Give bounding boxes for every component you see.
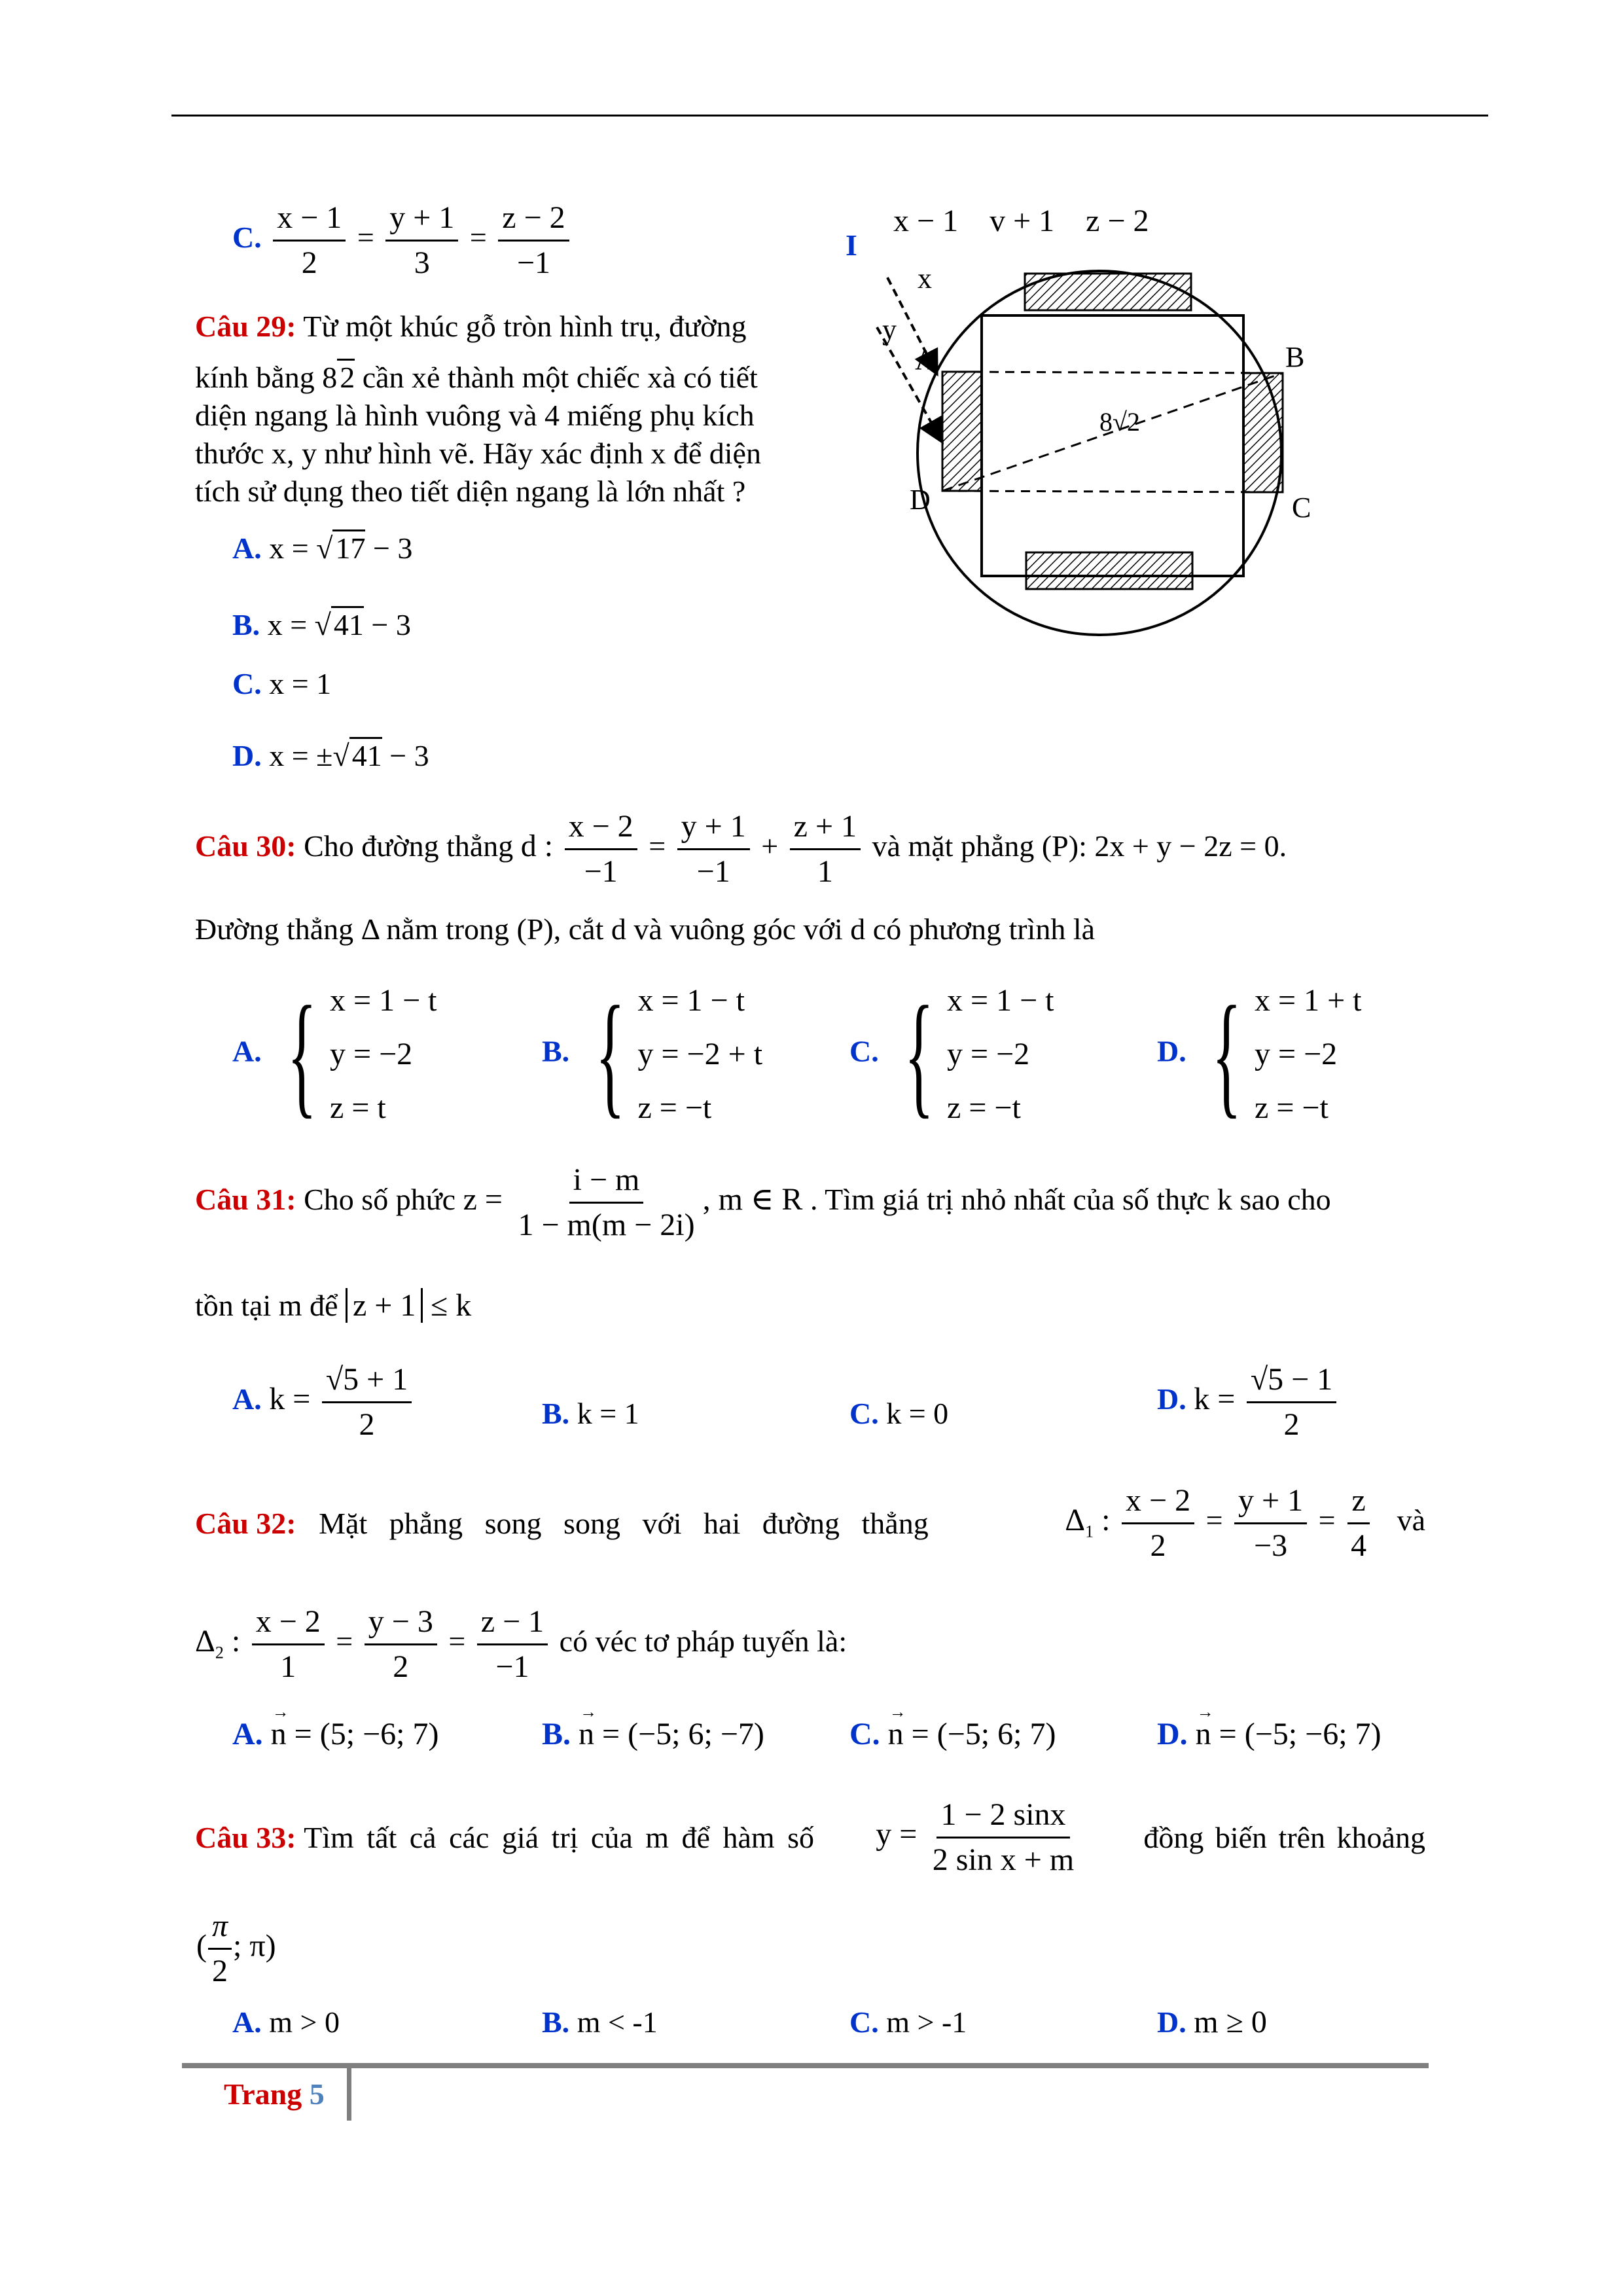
q32-option-a: A. → n = (5; −6; 7)	[232, 1715, 438, 1754]
fraction: $\frac{x - 1}{2}$	[273, 196, 346, 285]
question-label: Câu 30:	[195, 829, 296, 863]
fraction: $\frac{z + 1}{1}$	[790, 805, 861, 893]
q29-option-b: B. x = √41 − 3	[232, 605, 411, 645]
header-rule	[171, 115, 1488, 117]
page-number: Trang 5	[224, 2077, 325, 2111]
hatch-left	[942, 372, 982, 491]
q30-option-d: D. { x = 1 + t y = −2 z = −t	[1157, 978, 1362, 1130]
q32-option-d: D. → n = (−5; −6; 7)	[1157, 1715, 1382, 1754]
q32-line1: Câu 32: Mặt phẳng song song với hai đường thẳng $\Delta_1$ : $\frac{x - 2}{2}$ = $\frac{y + 1}{-3}$ = $\frac{z}{4}$ và	[195, 1479, 1425, 1568]
question-label: Câu 32:	[195, 1506, 296, 1540]
hatch-bottom	[1026, 552, 1192, 589]
q33-line1: Câu 33: Tìm tất cả các giá trị của m để hàm số y = $\frac{1 - 2 \sin x}{\text{2 sin x + m}}$ đồng biến trên khoảng	[195, 1793, 1425, 1882]
q30-option-c: C. { x = 1 − t y = −2 z = −t	[849, 978, 1054, 1130]
q29-option-a: A. x = √17 − 3	[232, 529, 412, 568]
q33-option-a: A. m > 0	[232, 2005, 340, 2039]
q31-line2: tồn tại m để z + 1 ≤ k	[195, 1288, 472, 1323]
label-D: D	[910, 484, 931, 516]
q31-option-b: B. k = 1	[542, 1397, 639, 1430]
q29-option-c: C. x = 1	[232, 667, 332, 700]
label-y: y	[882, 314, 897, 346]
hatch-top	[1025, 274, 1191, 310]
top-right-text: x − 1 v + 1 z − 2	[893, 204, 1149, 238]
q30-line1: Câu 30: Cho đường thẳng d : $\frac{x - 2}{-1}$ = $\frac{y + 1}{-1}$ + $\frac{z + 1}{1}$ và mặt phẳng (P): 2x + y − 2z = 0.	[195, 805, 1287, 893]
fraction: $\frac{x - 2}{-1}$	[565, 805, 637, 893]
square	[982, 315, 1243, 576]
q29-option-d: D. x = ±√41 − 3	[232, 736, 429, 776]
footer-divider	[347, 2068, 351, 2121]
label-C: C	[1292, 492, 1311, 524]
q33-option-b: B. m < -1	[542, 2005, 658, 2039]
top-option-c: C. $\frac{x - 1}{2}$ = $\frac{y + 1}{3}$ = $\frac{z - 2}{-1}$	[232, 196, 573, 285]
label-x: x	[918, 262, 932, 295]
q31-line1: Câu 31: Cho số phức z = $\frac{i - m}{1 - m(m - 2i)}$ , m ∈ R . Tìm giá trị nhỏ nhất của số thực k sao cho	[195, 1158, 1331, 1247]
fraction: $\frac{y + 1}{-1}$	[677, 805, 750, 893]
q33-option-c: C. m > -1	[849, 2005, 967, 2039]
q33-option-d: D. m ≥ 0	[1157, 2005, 1267, 2039]
hatch-right	[1243, 373, 1283, 492]
option-label: C.	[232, 221, 262, 255]
q31-option-c: C. k = 0	[849, 1397, 949, 1430]
q30-option-b: B. { x = 1 − t y = −2 + t z = −t	[542, 978, 763, 1130]
q30-option-a: A. { x = 1 − t y = −2 z = t	[232, 978, 437, 1130]
fraction: $\frac{i - m}{1 - m(m - 2i)}$	[514, 1158, 698, 1247]
fraction: $\frac{y + 1}{3}$	[385, 196, 458, 285]
q31-option-a: A. k = $\frac{√5 + 1}{2}$	[232, 1358, 416, 1446]
question-label: Câu 29:	[195, 310, 296, 343]
q31-option-d: D. k = $\frac{√5 - 1}{2}$	[1157, 1358, 1340, 1446]
question-label: Câu 33:	[195, 1820, 296, 1854]
label-B: B	[1285, 341, 1305, 373]
q33-interval: ( $\frac{\pi}{2}$ ; π)	[196, 1905, 276, 1993]
q30-line2: Đường thẳng Δ nằm trong (P), cắt d và vuông góc với d có phương trình là	[195, 912, 1096, 946]
q29-figure	[857, 249, 1342, 655]
label-A: A	[915, 344, 936, 376]
q32-option-b: B. → n = (−5; 6; −7)	[542, 1715, 764, 1754]
fraction: $\frac{z - 2}{-1}$	[498, 196, 569, 285]
top-right-label: I	[846, 228, 857, 262]
footer-rule	[182, 2063, 1429, 2068]
q32-line2: $\Delta_2$ : $\frac{x - 2}{1}$ = $\frac{y - 3}{2}$ = $\frac{z - 1}{-1}$ có véc tơ pháp tuyến là:	[195, 1600, 847, 1689]
question-label: Câu 31:	[195, 1183, 296, 1217]
q32-option-c: C. → n = (−5; 6; 7)	[849, 1715, 1056, 1754]
label-diag: 8√2	[1099, 407, 1140, 437]
q29-text: Câu 29: Từ một khúc gỗ tròn hình trụ, đường kính bằng 82 cần xẻ thành một chiếc xà có tiết diện ngang là hình vuông và 4 miếng phụ kích thước x, y như hình vẽ. Hãy xác định x để diện tích sử dụng theo tiết diện ngang là lớn nhất ?	[195, 310, 761, 508]
